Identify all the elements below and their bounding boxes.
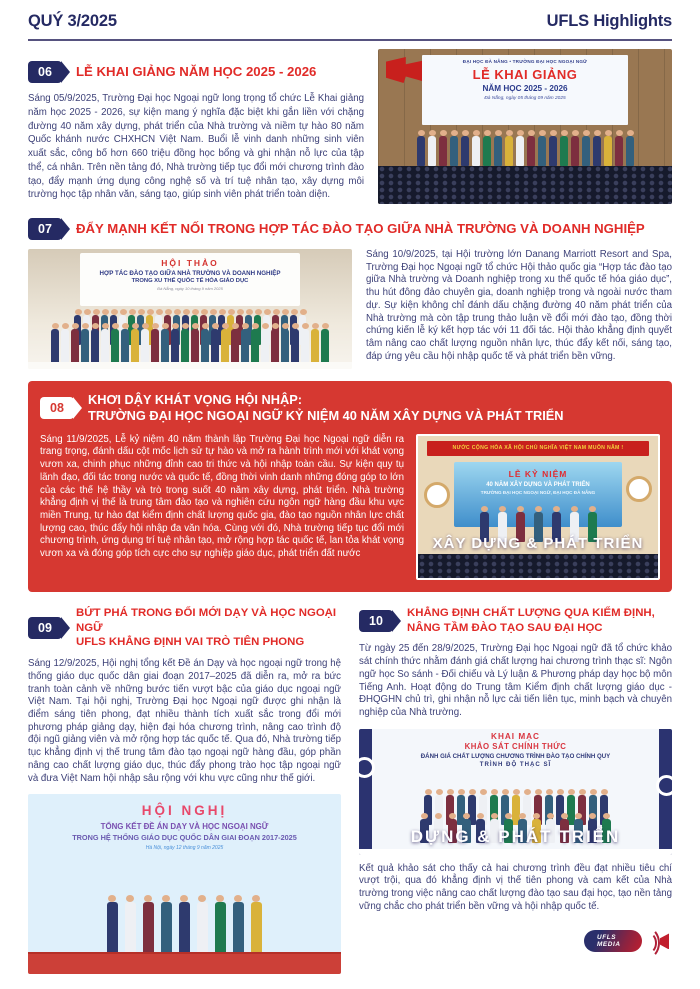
person-figure [143,902,154,954]
people-row [378,136,672,166]
backdrop-line3: TRONG XU THẾ QUỐC TẾ HÓA GIÁO DỤC [131,278,249,284]
backdrop-line3: ĐÁNH GIÁ CHẤT LƯỢNG CHƯƠNG TRÌNH ĐÀO TẠO CHÍNH QUY [420,752,611,760]
backdrop-title: HỘI NGHỊ [141,803,228,819]
person-figure [483,136,491,166]
person-figure [141,329,149,363]
ufls-media-logo [584,921,672,963]
person-figure [111,329,119,363]
backdrop-line4: TRÌNH ĐỘ THẠC SĨ [479,760,552,768]
section-07-text-column [366,249,672,369]
person-figure [181,329,189,363]
person-figure [494,136,502,166]
person-figure [321,329,329,363]
person-figure [91,329,99,363]
person-figure [538,136,546,166]
person-figure [191,329,199,363]
section-09 [28,606,341,975]
person-figure [201,329,209,363]
person-figure [271,329,279,363]
person-figure [101,329,109,363]
backdrop-org-line: ĐẠI HỌC ĐÀ NẴNG • TRƯỜNG ĐẠI HỌC NGOẠI NGỮ [462,59,588,64]
person-figure [560,136,568,166]
person-figure [281,329,289,363]
brand-label: UFLS Highlights [546,12,672,30]
section-title [76,606,341,650]
wreath-emblem-right [626,476,652,502]
person-figure [211,329,219,363]
section-number-badge: 09 [28,617,62,639]
section-body: Sáng 05/9/2025, Trường Đại học Ngoại ngữ long trọng tổ chức Lễ Khai giảng năm học 2025 - 2026, sự kiện mang ý nghĩa đặc biệt khi gắn liền với chặng đường 40 năm xây dựng, phát triển của Nhà trường và niềm tự hào 80 năm Quốc khánh nước CHXHCN Việt Nam. Buổi lễ vinh danh những sinh viên xuất sắc, công bố hơn 660 triệu đồng học bổng và ghi nhận nỗ lực của tập thể, cá nhân. Trên nền tảng đó, Nhà trường tiếp tục đổi mới chương trình đào tạo, đẩy mạnh ứng dụng công nghệ số và trí tuệ nhân tạo, xây dựng môi trường học tập nhân văn, sáng tạo, giúp sinh viên phát triển toàn diện. [28,93,364,201]
person-figure [582,136,590,166]
person-figure [161,329,169,363]
backdrop-line3: TRONG HỆ THỐNG GIÁO DỤC QUỐC DÂN GIAI ĐOẠN 2017-2025 [72,833,297,843]
person-figure [121,329,129,363]
table-strip [28,362,352,369]
person-figure [161,902,172,954]
section-title-line1: BỨT PHÁ TRONG ĐỔI MỚI DẠY VÀ HỌC NGOẠI NGỮ [76,606,337,634]
section-body: Sáng 10/9/2025, tại Hội trường lớn Danang Marriott Resort and Spa, Trường Đại học Ngoại ngữ tổ chức Hội thảo quốc gia “Hợp tác đào tạo giữa Nhà trường và Doanh nghiệp trong xu thế quốc tế hóa giáo dục”, thu hút đông đảo chuyên gia, doanh nghiệp trong và ngoài nước tham dự. Sự kiện không chỉ đánh dấu chặng đường 40 năm phát triển của Nhà trường mà còn tập trung thảo luận về đổi mới đào tạo, đồng thời chứng kiến lễ ký kết hợp tác với 11 đối tác. Hội thảo khẳng định quyết tâm nâng cao chất lượng nguồn nhân lực, thúc đẩy kết nối, sáng tạo, đáp ứng yêu cầu hội nhập quốc tế và phát triển bền vững. [366,249,672,362]
section-body: Sáng 12/9/2025, Hội nghị tổng kết Đề án Dạy và học ngoại ngữ trong hệ thống giáo dục quốc dân giai đoạn 2017–2025 đã diễn ra, mở ra bức tranh toàn cảnh về những bước tiến vượt bậc của giáo dục ngoại ngữ Việt Nam. Tại hội nghị, Trường Đại học Ngoại ngữ được ghi nhận là điểm sáng tiên phong, đạt nhiều thành tích xuất sắc trong đổi mới phương pháp giảng dạy, hiện đại hóa chương trình, nâng cao trình độ đội ngũ giảng viên và mở rộng hợp tác quốc tế. Qua đó, Nhà trường tiếp tục khẳng định vị thế trung tâm đào tạo ngoại ngữ hàng đầu, góp phần nâng cao chất lượng giáo dục, thúc đẩy phong trào học tập ngoại ngữ và đưa Việt Nam hội nhập sâu rộng với khu vực cũng như thế giới. [28,658,341,784]
backdrop-date: Hà Nội, ngày 12 tháng 9 năm 2025 [145,845,224,852]
stage-backdrop [422,55,628,125]
photo-accreditation-opening [359,729,672,855]
section-08 [28,381,672,592]
backdrop-subtitle: NĂM HỌC 2025 - 2026 [482,84,568,93]
screen-title: LỄ KỶ NIỆM [508,468,568,479]
person-figure [171,329,179,363]
section-title-line2: NÂNG TẦM ĐÀO TẠO SAU ĐẠI HỌC [407,621,603,634]
section-number-badge: 08 [40,397,74,419]
stage-overlay-text: XÂY DỰNG & PHÁT TRIỂN [432,534,644,552]
section-title-line1: KHƠI DẬY KHÁT VỌNG HỘI NHẬP: [88,392,303,407]
section-title: LỄ KHAI GIẢNG NĂM HỌC 2025 - 2026 [76,64,317,80]
person-figure [417,136,425,166]
person-figure [593,136,601,166]
section-07 [28,218,672,369]
red-carpet [28,952,341,974]
person-figure [251,902,262,954]
page-header [28,12,672,31]
person-figure [61,329,69,363]
section-title-line2: UFLS KHẲNG ĐỊNH VAI TRÒ TIÊN PHONG [76,636,305,649]
section-06-text-column [28,61,364,204]
logo-text-line2: MEDIA [597,941,621,949]
person-figure [251,329,259,363]
floor-strip [359,849,672,855]
person-figure [125,902,136,954]
section-number-badge: 10 [359,610,393,632]
person-figure [615,136,623,166]
person-figure [549,136,557,166]
section-number-badge: 07 [28,218,62,240]
person-figure [450,136,458,166]
section-title-line2: TRƯỜNG ĐẠI HỌC NGOẠI NGỮ KỶ NIỆM 40 NĂM XÂY DỰNG VÀ PHÁT TRIỂN [88,408,564,424]
person-figure [626,136,634,166]
backdrop-line1: KHAI MẠC [491,731,540,741]
screen-line2: 40 NĂM XÂY DỰNG VÀ PHÁT TRIỂN [486,481,590,488]
person-figure [241,329,249,363]
person-figure [151,329,159,363]
person-figure [301,329,309,363]
wreath-emblem-left [424,482,450,508]
photo-40th-anniversary [416,434,660,580]
section-06 [28,61,672,204]
person-figure [439,136,447,166]
section-body: Từ ngày 25 đến 28/9/2025, Trường Đại học Ngoại ngữ đã tổ chức khảo sát chính thức nhằm đánh giá chất lượng hai chương trình thạc sĩ: Ngôn ngữ học So sánh - Đối chiếu và Lý luận & Phương pháp dạy học bộ môn Tiếng Anh. Hoạt động do Trung tâm Kiểm định chất lượng giáo dục - ĐHQGHN chủ trì, ghi nhận nỗ lực cải tiến liên tục, minh bạch và chuyên nghiệp của Nhà trường. [359,643,672,718]
person-figure [107,902,118,954]
section-title [88,392,564,425]
backdrop-date: Đà Nẵng, ngày 10 tháng 9 năm 2025 [157,286,223,291]
person-figure [179,902,190,954]
person-figure [233,902,244,954]
header-divider [28,39,672,41]
section-number-badge: 06 [28,61,62,83]
section-title [407,606,655,636]
backdrop-title: LỄ KHAI GIẢNG [472,67,578,82]
person-figure [291,329,299,363]
person-figure [516,136,524,166]
person-figure [231,329,239,363]
person-figure [215,902,226,954]
footer-logo-row [359,921,672,963]
photo-opening-ceremony [378,49,672,204]
section-body: Sáng 11/9/2025, Lễ kỷ niệm 40 năm thành lập Trường Đại học Ngoại ngữ diễn ra trang trọng, đánh dấu cột mốc lịch sử tự hào và mở ra hành trình mới với khát vọng vươn xa, chinh phục những đỉnh cao tri thức và hội nhập toàn cầu. Sự kiện quy tụ lãnh đạo, đối tác trong nước và quốc tế, đồng thời vinh danh những đóng góp to lớn của các thế hệ thầy và trò trong suốt 40 năm xây dựng, phát triển. Nhà trường khẳng định vị thế là trung tâm đào tạo và nghiên cứu ngôn ngữ hàng đầu khu vực miền Trung, tự hào đạt kiểm định chất lượng quốc gia, đào tạo nguồn nhân lực chất lượng cao, thúc đẩy hội nhập đa văn hóa. Cùng với đó, Nhà trường tiếp tục đổi mới chương trình, ứng dụng trí tuệ nhân tạo, mở rộng hợp tác quốc tế, lan tỏa khát vọng vươn xa và đóng góp tích cực cho sự nghiệp giáo dục, phát triển đất nước [40,433,404,560]
person-figure [261,329,269,363]
person-figure [131,329,139,363]
screen-line3: TRƯỜNG ĐẠI HỌC NGOẠI NGỮ, ĐẠI HỌC ĐÀ NẴNG [480,489,596,495]
speaker-horn-icon [660,933,669,949]
person-figure [604,136,612,166]
photo-business-conference [28,249,352,369]
person-figure [472,136,480,166]
section-10 [359,606,672,975]
person-figure [71,329,79,363]
backdrop-date: Đà Nẵng, ngày 05 tháng 09 năm 2025 [484,96,566,101]
section-title-line1: KHẲNG ĐỊNH CHẤT LƯỢNG QUA KIỂM ĐỊNH, [407,606,655,619]
people-row [28,902,341,954]
person-figure [81,329,89,363]
person-figure [311,329,319,363]
red-slogan-banner: NƯỚC CỘNG HÒA XÃ HỘI CHỦ NGHĨA VIỆT NAM MUÔN NĂM ! [427,441,649,456]
person-figure [461,136,469,166]
stage-overlay-text: DỰNG & PHÁT TRIỂN [410,826,621,846]
audience-area [378,166,672,204]
ring-decoration [656,775,672,796]
people-row-front [28,329,352,363]
person-figure [221,329,229,363]
person-figure [51,329,59,363]
backdrop-title: HỘI THẢO [161,258,219,268]
quarter-label: QUÝ 3/2025 [28,12,117,30]
person-figure [527,136,535,166]
person-figure [428,136,436,166]
stage-backdrop [80,253,300,306]
person-figure [505,136,513,166]
section-body-2: Kết quả khảo sát cho thấy cả hai chương trình đều đạt nhiều tiêu chí vượt trội, qua đó khẳng định vị thế tiên phong và cam kết của Nhà trường trong việc nâng cao chất lượng đào tạo sau đại học, tạo nền tảng vững chắc cho phát triển bền vững và hội nhập quốc tế. [359,862,672,912]
section-title: ĐẨY MẠNH KẾT NỐI TRONG HỢP TÁC ĐÀO TẠO GIỮA NHÀ TRƯỜNG VÀ DOANH NGHIỆP [76,221,645,237]
backdrop-line2: KHẢO SÁT CHÍNH THỨC [464,741,567,751]
audience-area [418,554,658,578]
photo-summary-conference [28,794,341,974]
backdrop-line2: HỢP TÁC ĐÀO TẠO GIỮA NHÀ TRƯỜNG VÀ DOANH NGHIỆP [99,270,281,277]
backdrop-line2: TỔNG KẾT ĐỀ ÁN DẠY VÀ HỌC NGOẠI NGỮ [100,822,269,832]
person-figure [571,136,579,166]
logo-text-line1: UFLS [597,933,617,941]
person-figure [197,902,208,954]
